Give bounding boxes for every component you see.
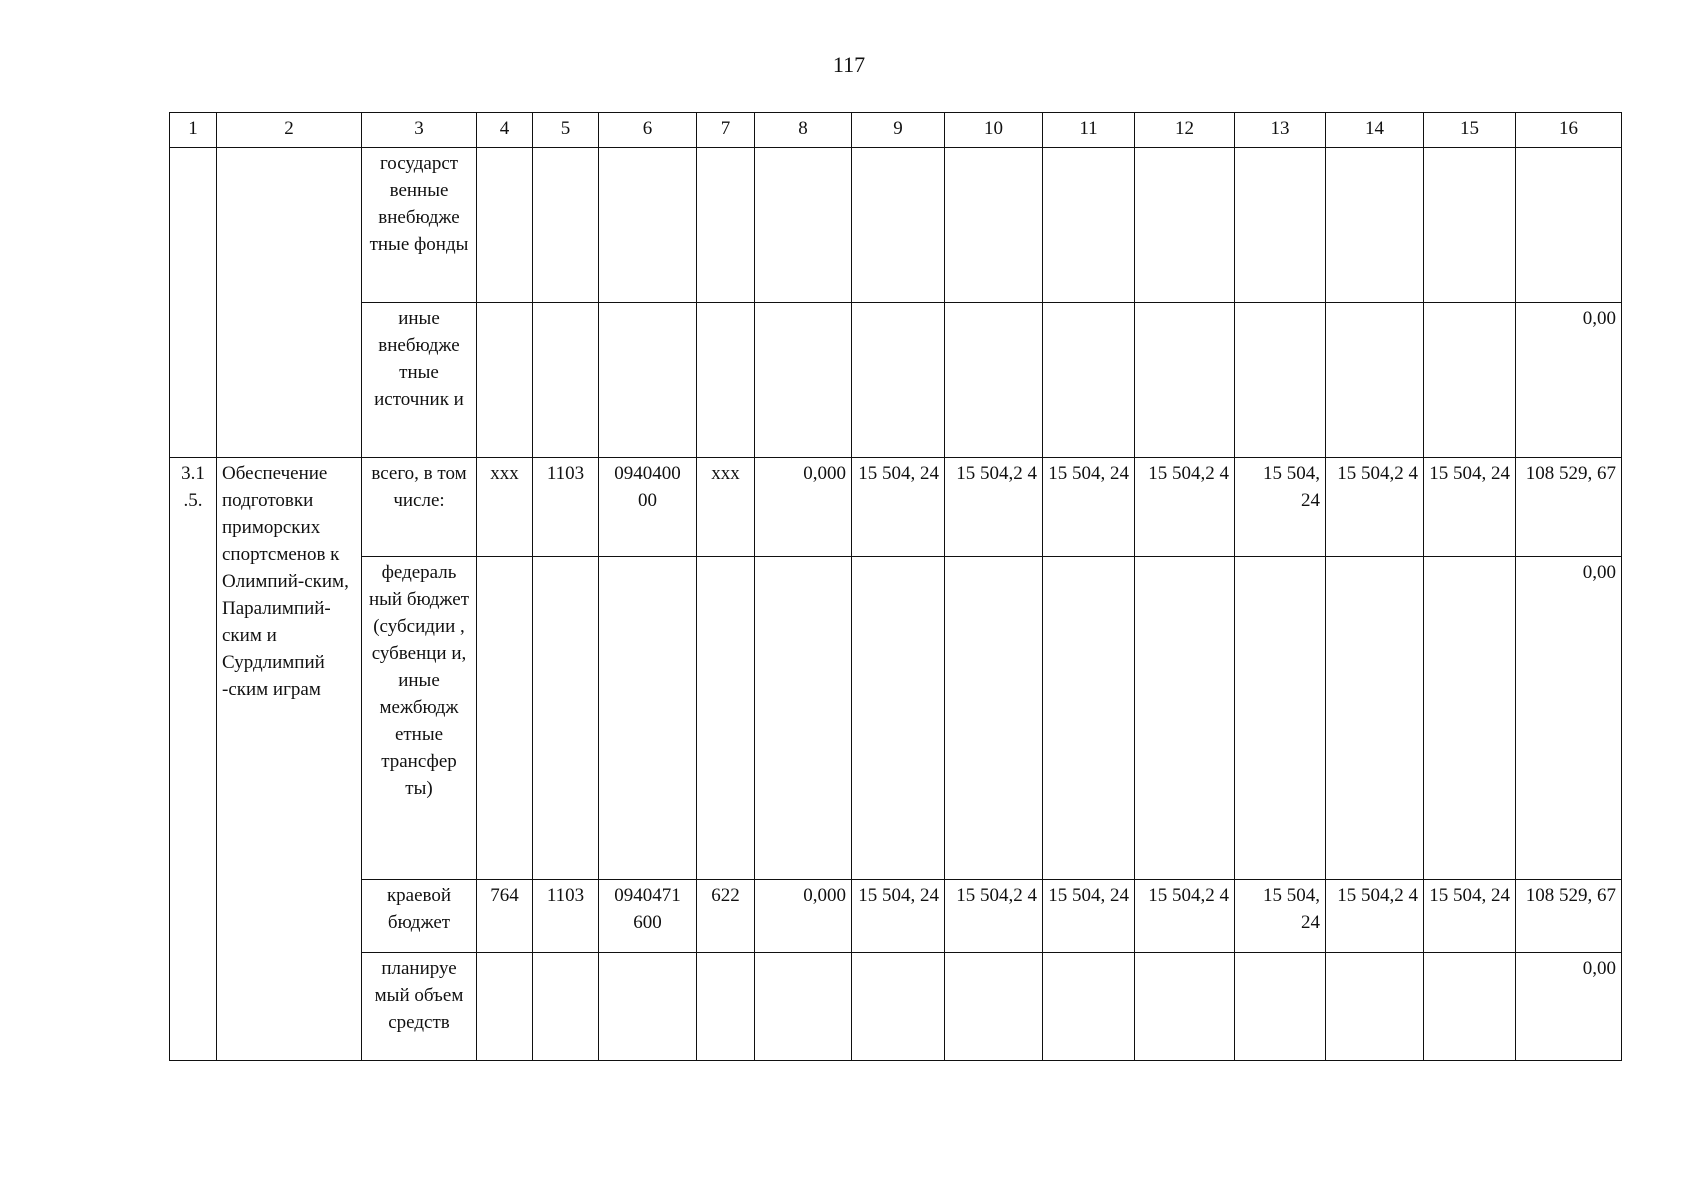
empty-cell <box>477 303 533 458</box>
empty-cell <box>599 953 697 1061</box>
value-cell: 15 504,2 4 <box>1135 880 1235 953</box>
empty-cell <box>599 557 697 880</box>
value-cell: 15 504,2 4 <box>1326 880 1424 953</box>
value-cell: 15 504,2 4 <box>1135 458 1235 557</box>
table-row <box>170 303 1622 458</box>
empty-cell <box>533 953 599 1061</box>
value-cell: 15 504, 24 <box>1043 880 1135 953</box>
value-cell: 15 504, 24 <box>1424 880 1516 953</box>
total-cell: 108 529, 67 <box>1516 458 1622 557</box>
empty-cell <box>945 953 1043 1061</box>
header-cell: 2 <box>217 113 362 148</box>
header-cell: 15 <box>1424 113 1516 148</box>
empty-cell <box>1424 303 1516 458</box>
total-cell: 0,00 <box>1516 953 1622 1061</box>
value-cell: 15 504, 24 <box>1043 458 1135 557</box>
table-row <box>170 880 1622 953</box>
table-row <box>170 148 1622 303</box>
empty-cell <box>852 303 945 458</box>
header-cell: 16 <box>1516 113 1622 148</box>
header-cell: 11 <box>1043 113 1135 148</box>
empty-cell <box>1235 148 1326 303</box>
funding-source-cell: федераль ный бюджет (субсидии , субвенци и, иные межбюдж етные трансфер ты) <box>362 557 477 880</box>
total-cell: 108 529, 67 <box>1516 880 1622 953</box>
total-cell: 0,00 <box>1516 303 1622 458</box>
empty-cell <box>697 557 755 880</box>
header-cell: 6 <box>599 113 697 148</box>
empty-cell <box>533 557 599 880</box>
header-cell: 1 <box>170 113 217 148</box>
expense-type-cell: ххх <box>697 458 755 557</box>
empty-cell <box>1424 953 1516 1061</box>
header-cell: 14 <box>1326 113 1424 148</box>
header-cell: 8 <box>755 113 852 148</box>
funding-source-cell: планируе мый объем средств <box>362 953 477 1061</box>
empty-cell <box>755 303 852 458</box>
empty-cell <box>1135 953 1235 1061</box>
value-cell: 15 504,2 4 <box>945 458 1043 557</box>
empty-cell <box>852 557 945 880</box>
empty-cell <box>533 148 599 303</box>
empty-cell <box>1235 953 1326 1061</box>
empty-cell <box>852 953 945 1061</box>
value-cell: 15 504, 24 <box>1424 458 1516 557</box>
funding-source-cell: всего, в том числе: <box>362 458 477 557</box>
item-name-cell: Обеспечение подготовки приморских спортсменов к Олимпий-ским, Паралимпий-ским и Сурдлимпий -ским играм <box>217 458 362 1061</box>
empty-cell <box>217 148 362 458</box>
header-cell: 10 <box>945 113 1043 148</box>
empty-cell <box>697 953 755 1061</box>
header-cell: 9 <box>852 113 945 148</box>
header-cell: 5 <box>533 113 599 148</box>
empty-cell <box>945 148 1043 303</box>
empty-cell <box>1326 953 1424 1061</box>
target-article-cell: 0940471 600 <box>599 880 697 953</box>
funding-source-cell: государст венные внебюдже тные фонды <box>362 148 477 303</box>
header-row <box>170 113 1622 148</box>
header-cell: 3 <box>362 113 477 148</box>
empty-cell <box>697 303 755 458</box>
empty-cell <box>852 148 945 303</box>
empty-cell <box>1043 557 1135 880</box>
empty-cell <box>533 303 599 458</box>
empty-cell <box>599 148 697 303</box>
value-cell: 15 504,2 4 <box>1326 458 1424 557</box>
header-cell: 4 <box>477 113 533 148</box>
empty-cell <box>755 953 852 1061</box>
budget-table <box>169 112 1622 1061</box>
value-cell: 15 504, 24 <box>852 880 945 953</box>
empty-cell <box>1326 557 1424 880</box>
value-cell: 0,000 <box>755 458 852 557</box>
empty-cell <box>1135 557 1235 880</box>
empty-cell <box>1135 303 1235 458</box>
empty-cell <box>1135 148 1235 303</box>
empty-cell <box>599 303 697 458</box>
value-cell: 15 504, 24 <box>1235 880 1326 953</box>
empty-cell <box>945 303 1043 458</box>
empty-cell <box>1235 303 1326 458</box>
value-cell: 0,000 <box>755 880 852 953</box>
section-cell: 1103 <box>533 880 599 953</box>
empty-cell <box>755 557 852 880</box>
value-cell: 15 504, 24 <box>1235 458 1326 557</box>
value-cell: 15 504,2 4 <box>945 880 1043 953</box>
empty-cell <box>1424 148 1516 303</box>
empty-cell <box>1235 557 1326 880</box>
empty-cell <box>477 557 533 880</box>
empty-cell <box>945 557 1043 880</box>
empty-cell <box>1043 148 1135 303</box>
table-row <box>170 458 1622 557</box>
expense-type-cell: 622 <box>697 880 755 953</box>
header-cell: 7 <box>697 113 755 148</box>
empty-cell <box>1326 148 1424 303</box>
target-article-cell: 0940400 00 <box>599 458 697 557</box>
total-cell <box>1516 148 1622 303</box>
empty-cell <box>1043 953 1135 1061</box>
grbs-cell: 764 <box>477 880 533 953</box>
empty-cell <box>477 953 533 1061</box>
grbs-cell: ххх <box>477 458 533 557</box>
funding-source-cell: краевой бюджет <box>362 880 477 953</box>
table-row <box>170 953 1622 1061</box>
header-cell: 13 <box>1235 113 1326 148</box>
table-row <box>170 557 1622 880</box>
page-number: 117 <box>832 52 866 77</box>
value-cell: 15 504, 24 <box>852 458 945 557</box>
empty-cell <box>697 148 755 303</box>
item-number-cell: 3.1 .5. <box>170 458 217 1061</box>
empty-cell <box>477 148 533 303</box>
total-cell: 0,00 <box>1516 557 1622 880</box>
empty-cell <box>1043 303 1135 458</box>
funding-source-cell: иные внебюдже тные источник и <box>362 303 477 458</box>
empty-cell <box>1326 303 1424 458</box>
empty-cell <box>755 148 852 303</box>
section-cell: 1103 <box>533 458 599 557</box>
header-cell: 12 <box>1135 113 1235 148</box>
empty-cell <box>170 148 217 458</box>
empty-cell <box>1424 557 1516 880</box>
